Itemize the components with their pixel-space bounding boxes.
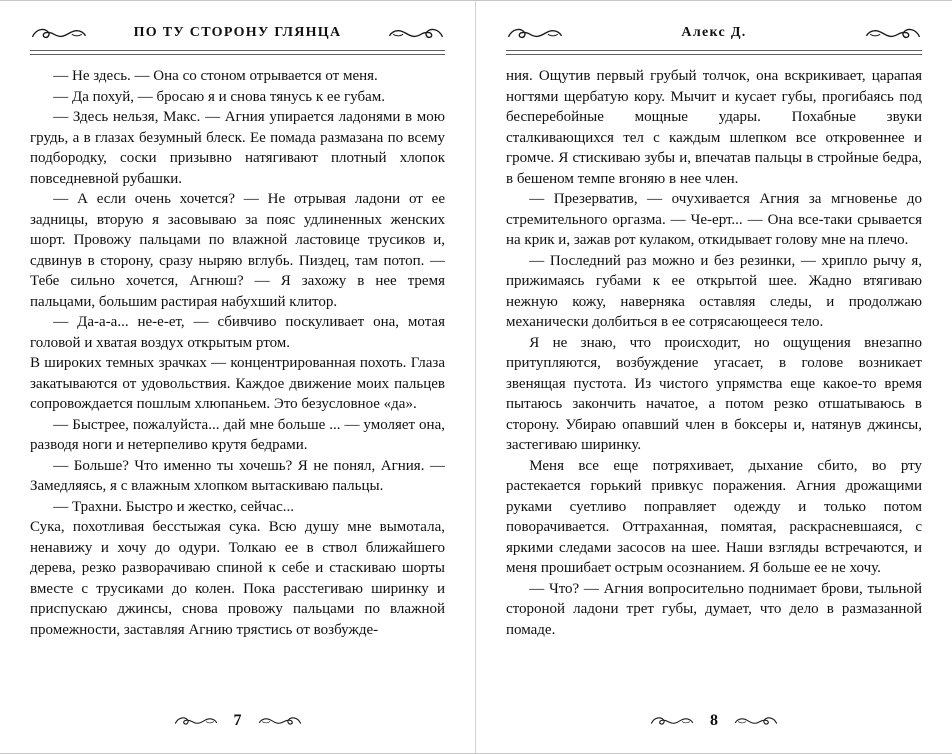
page-right — [476, 1, 952, 753]
paragraph: В широких темных зрачках — концентрированная похоть. Глаза закатываются от удовольствия. Каждое движение моих пальцев сопровождается пошлым хлюпаньем. Это безусловное «да». — [30, 355, 445, 412]
paragraph: — Последний раз можно и без резинки, — хрипло рычу я, прижимаясь губами к ее открытой шее. Жадно втягиваю нежную кожу, наверняка оставляя следы, и продолжаю механически долбиться в ее сотрясающееся тело. — [506, 252, 922, 330]
flourish-icon — [30, 26, 88, 41]
paragraph: Сука, похотливая бесстыжая сука. Всю душу мне вымотала, ненавижу и хочу до одури. Толкаю ее в ствол ближайшего дерева, резко разворачиваю спиной к себе и стаскиваю шорты вместе с трусиками до колен. Пока расстегиваю ширинку и приспускаю джинсы, снова провожу пальцами по влажной промежности, заставляя Агнию трястись от возбужде- — [30, 519, 445, 638]
paragraph: — А если очень хочется? — Не отрывая ладони от ее задницы, вторую я засовываю за пояс удлиненных женских шорт. Провожу пальцами по влажной ластовице трусиков и, сдвинув в сторону, сразу ныряю вглубь. Пиздец, там потоп. — Тебе сильно хочется, Агнюш? — Я захожу в нее тремя пальцами, большим растирая набухший клитор. — [30, 191, 445, 310]
page-body — [30, 66, 445, 701]
flourish-icon — [734, 715, 778, 727]
flourish-icon — [387, 26, 445, 41]
paragraph: Меня все еще потряхивает, дыхание сбито, во рту растекается горький привкус поражения. Агния дрожащими руками суетливо поправляет одежду и только потом поворачивается. Оттраханная, помятая, раскрасневшаяся, с яркими следами засосов на шее. Наши взгляды встречаются, и меня прошибает острым осознанием. Я больше ее не хочу. — [506, 457, 922, 576]
page-body — [506, 66, 922, 701]
flourish-icon — [506, 26, 564, 41]
paragraph: — Не здесь. — Она со стоном отрывается от меня. — [53, 68, 378, 84]
flourish-icon — [258, 715, 302, 727]
running-title: ПО ТУ СТОРОНУ ГЛЯНЦА — [133, 25, 342, 40]
page-left — [0, 1, 476, 753]
flourish-icon — [650, 715, 694, 727]
header-rule — [30, 50, 445, 55]
page-number: 8 — [710, 712, 718, 729]
paragraph: — Да похуй, — бросаю я и снова тянусь к ее губам. — [53, 88, 385, 105]
page-header — [30, 19, 445, 47]
paragraph: — Здесь нельзя, Макс. — Агния упирается ладонями в мою грудь, а в глазах безумный блеск. Ее помада размазана по всему подбородку, соски призывно натягивают плотный хлопок повседневной рубашки. — [30, 109, 445, 187]
paragraph: — Презерватив, — очухивается Агния за мгновенье до стремительного оргазма. — Че-ерт... — Она все-таки срывается на крик и, зажав рот кулаком, откидывает голову мне на плечо. — [506, 191, 922, 248]
flourish-icon — [174, 715, 218, 727]
page-header — [506, 19, 922, 47]
paragraph: — Что? — Агния вопросительно поднимает брови, тыльной стороной ладони трет губы, думает, что дело в размазанной помаде. — [506, 580, 922, 638]
page-number: 7 — [233, 712, 242, 729]
running-title: Алекс Д. — [681, 25, 747, 40]
page-footer — [506, 701, 922, 737]
flourish-icon — [864, 26, 922, 41]
page-footer — [30, 701, 445, 737]
paragraph: — Да-а-а... не-е-ет, — сбивчиво поскуливает она, мотая головой и хватая воздух открытым ртом. — [30, 314, 445, 351]
paragraph: — Больше? Что именно ты хочешь? Я не понял, Агния. — Замедляясь, я с влажным хлопком вытаскиваю пальцы. — [30, 457, 445, 494]
paragraph: Я не знаю, что происходит, но ощущения внезапно притупляются, возбуждение угасает, в голове возникает звенящая пустота. Из чистого упрямства еще какое-то время пытаюсь закончить начатое, а потом резко отшатываюсь в сторону. Убираю опавший член в боксеры и, натянув джинсы, застегиваю ширинку. — [506, 334, 922, 453]
paragraph: — Трахни. Быстро и жестко, сейчас... — [53, 498, 294, 515]
paragraph: ния. Ощутив первый грубый толчок, она вскрикивает, царапая ногтями щербатую кору. Мычит и кусает губы, прогибаясь под бесперебойные мощные удары. Похабные звуки сталкивающихся тел с каждым шлепком все откровеннее и громче. Я стискиваю зубы и, впечатав пальцы в стройные бедра, в бешеном темпе вгоняю в нее член. — [506, 68, 922, 187]
paragraph: — Быстрее, пожалуйста... дай мне больше ... — умоляет она, разводя ноги и нетерпеливо крутя бедрами. — [30, 416, 445, 453]
header-rule — [506, 50, 922, 55]
